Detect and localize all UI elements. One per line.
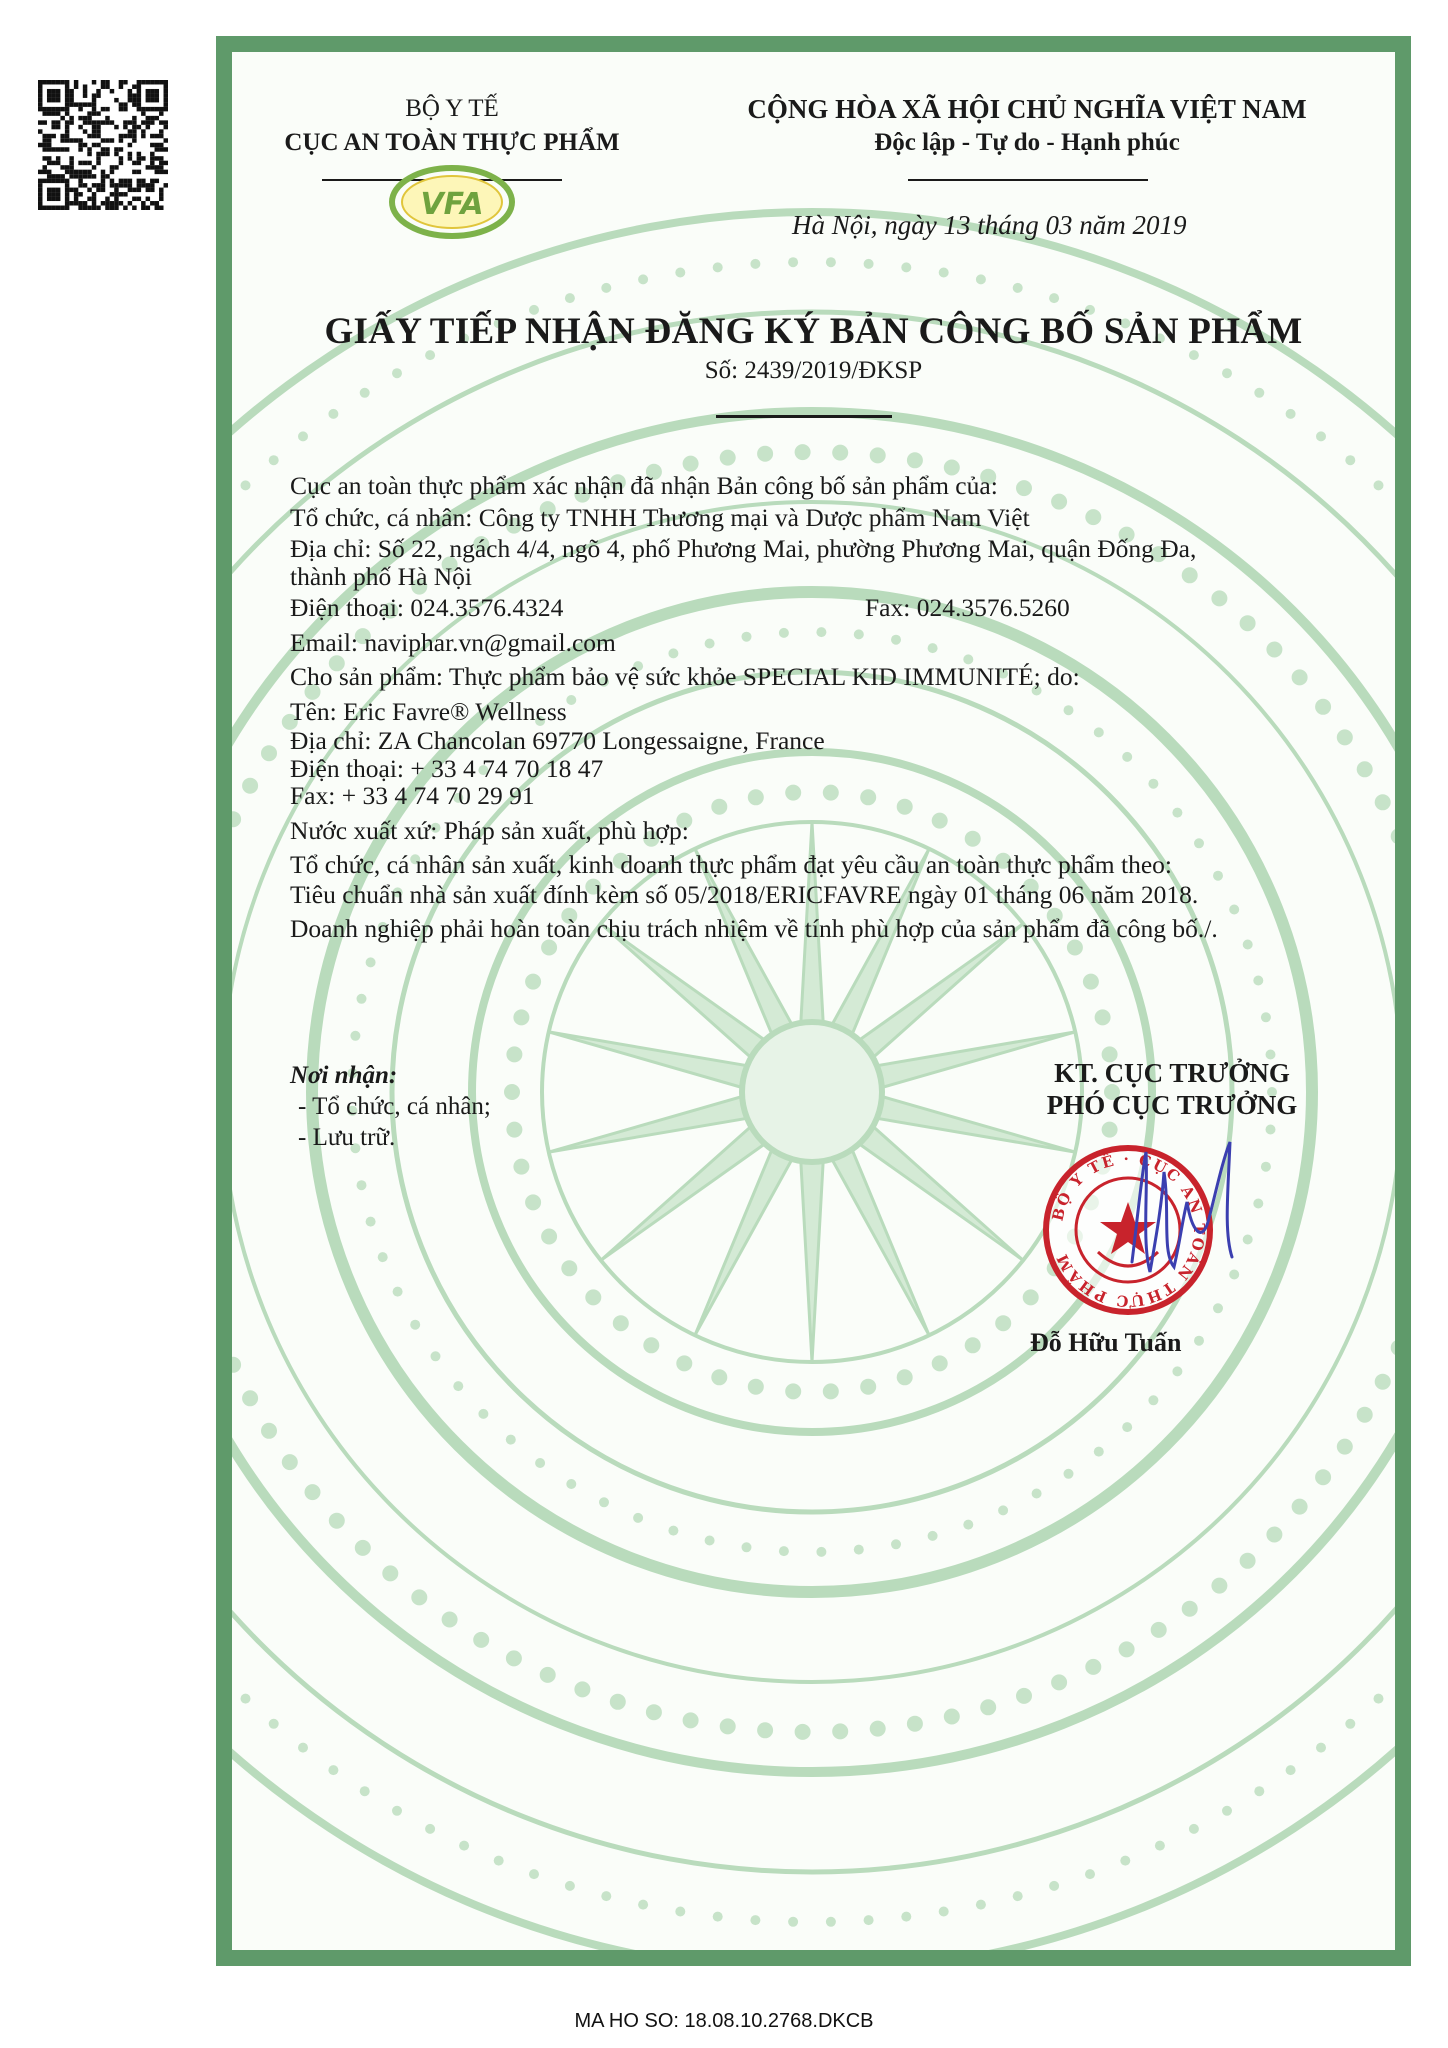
place-date: Hà Nội, ngày 13 tháng 03 năm 2019 [792,210,1187,240]
recipient-item: - Lưu trữ. [298,1124,396,1151]
contact-row [290,592,1218,624]
svg-text:BỘ Y TẾ · CỤC AN TOÀN THỰC PHẨ: BỘ Y TẾ · CỤC AN TOÀN THỰC PHẨM [1048,1149,1209,1311]
issuer-header [242,92,662,160]
email: Email: naviphar.vn@gmail.com [290,627,616,657]
fax: Fax: 024.3576.5260 [865,593,1070,622]
manufacturer-address: Địa chỉ: ZA Chancolan 69770 Longessaigne, France [290,726,825,755]
document-body [290,470,1218,945]
motto-underline [908,179,1148,181]
file-number: MA HO SO: 18.08.10.2768.DKCB [574,2010,874,2032]
republic-header [687,92,1367,160]
recipients [290,1060,491,1153]
certificate-frame [216,36,1411,1966]
compliance-text: Tổ chức, cá nhân sản xuất, kinh doanh thực phẩm đạt yêu cầu an toàn thực phẩm theo: [290,850,1172,879]
recipient-item: - Tổ chức, cá nhân; [298,1093,491,1120]
address-line-1: Địa chỉ: Số 22, ngách 4/4, ngõ 4, phố Phương Mai, phường Phương Mai, quận Đống Đa, [290,534,1197,563]
responsibility-text: Doanh nghiệp phải hoàn toàn chịu trách nhiệm về tính phù hợp của sản phẩm đã công bố./. [290,914,1218,943]
title-underline [716,415,892,418]
phone: Điện thoại: 024.3576.4324 [290,593,564,622]
product-line: Cho sản phẩm: Thực phẩm bảo vệ sức khỏe SPECIAL KID IMMUNITÉ; do: [290,662,1080,691]
standard-text: Tiêu chuẩn nhà sản xuất đính kèm số 05/2018/ERICFAVRE ngày 01 tháng 06 năm 2018. [290,879,1199,909]
svg-text:VFA: VFA [420,187,484,222]
handwritten-signature [1112,1132,1252,1282]
motto: Độc lập - Tự do - Hạnh phúc [874,129,1180,156]
country-name: CỘNG HÒA XÃ HỘI CHỦ NGHĨA VIỆT NAM [747,94,1307,124]
country-of-origin: Nước xuất xứ: Pháp sản xuất, phù hợp: [290,815,689,845]
signature-title [972,1057,1372,1121]
vfa-logo [387,162,517,242]
document-title: GIẤY TIẾP NHẬN ĐĂNG KÝ BẢN CÔNG BỐ SẢN PHẨM [324,311,1303,352]
certificate-paper [232,52,1395,1950]
registration-number: Số: 2439/2019/ĐKSP [704,357,923,384]
recipients-label: Nơi nhận: [290,1062,398,1089]
manufacturer-fax: Fax: + 33 4 74 70 29 91 [290,781,535,810]
organization: Tổ chức, cá nhân: Công ty TNHH Thương mại và Dược phẩm Nam Việt [290,502,1030,532]
manufacturer-phone: Điện thoại: + 33 4 74 70 18 47 [290,753,604,783]
intro-text: Cục an toàn thực phẩm xác nhận đã nhận Bản công bố sản phẩm của: [290,471,998,500]
signature-line-2: PHÓ CỤC TRƯỞNG [1046,1090,1298,1120]
ministry-name: BỘ Y TẾ [405,95,499,122]
address-line-2: thành phố Hà Nội [290,561,473,591]
signer-name: Đỗ Hữu Tuấn [1030,1328,1182,1357]
qr-code [38,80,168,210]
manufacturer-name: Tên: Eric Favre® Wellness [290,696,567,726]
signature-line-1: KT. CỤC TRƯỞNG [1054,1058,1290,1088]
agency-name: CỤC AN TOÀN THỰC PHẨM [284,129,620,156]
